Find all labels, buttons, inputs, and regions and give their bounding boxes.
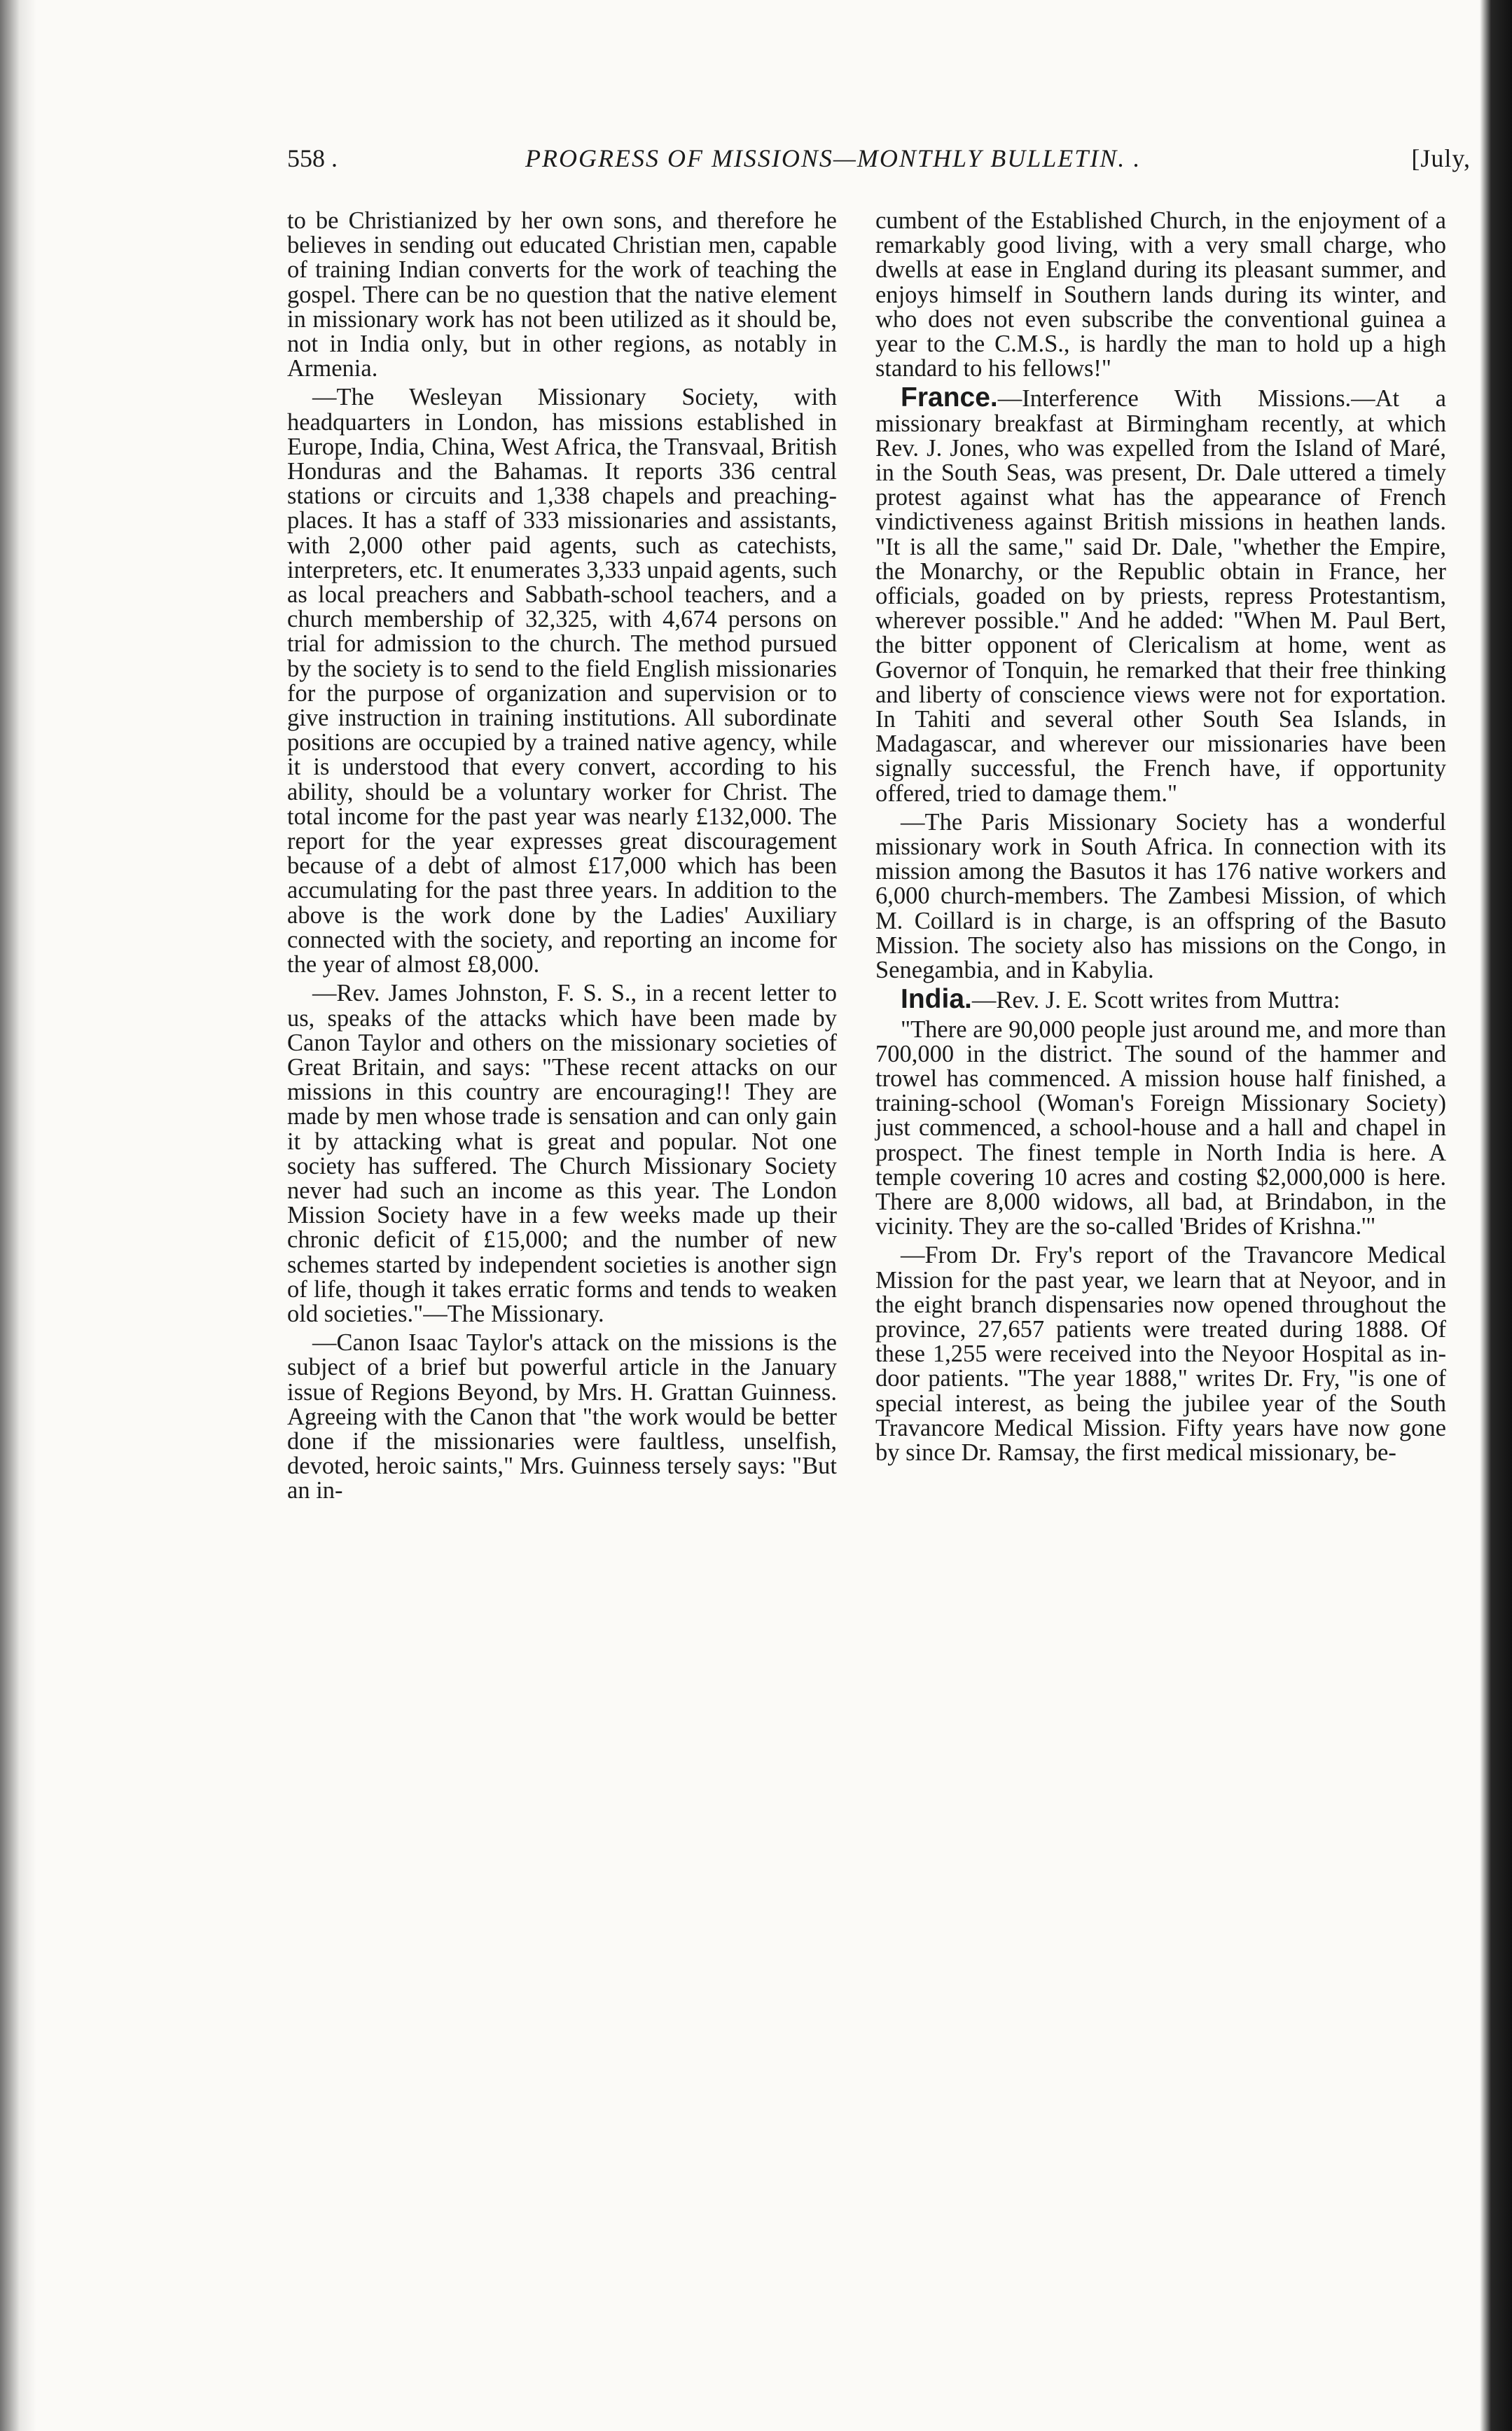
left-column [287,209,837,1508]
scan-binding-shadow [1480,0,1512,2431]
paragraph: —The Paris Missionary Society has a wonderful missionary work in South Africa. In connection with its mission among the Basutos it has 176 native workers and 6,000 church-members. The Zambesi Mission, of which M. Coillard is in charge, is an offspring of the Basuto Mission. The society also has missions on the Congo, in Senegambia, and in Kabylia. [875,808,1446,984]
page-number: 558 . [287,144,338,172]
running-header [287,144,1471,186]
france-section [875,382,1446,807]
paragraph-text: —Interference With Missions.—At a missionary breakfast at Birmingham recently, at which Rev. J. Jones, who was expelled from the Island of Maré, in the South Seas, was present, Dr. Dale uttered a timely protest against what has the appearance of French vindictiveness against British missions in heathen lands. "It is all the same," said Dr. Dale, "whether the Empire, the Monarchy, or the Republic obtain in France, her officials, goaded on by priests, repress Protestantism, wherever possible." And he added: "When M. Paul Bert, the bitter opponent of Clericalism at home, went as Governor of Tonquin, he remarked that their free thinking and liberty of conscience views were not for exportation. In Tahiti and several other South Sea Islands, in Madagascar, and wherever our missionaries have been signally successful, the French have, if opportunity offered, tried to damage them." [875,385,1446,807]
paragraph: to be Christianized by her own sons, and therefore he believes in sending out educated Christian men, capable of training Indian converts for the work of teaching the gospel. There can be no question that the native element in missionary work has not been utilized as it should be, not in India only, but in other regions, as notably in Armenia. [287,207,837,382]
paragraph: "There are 90,000 people just around me, and more than 700,000 in the district. The sound of the hammer and trowel has commenced. A mission house half finished, a training-school (Woman's Foreign Missionary Society) just commenced, a school-house and a hall and chapel in prospect. The finest temple in North India is here. A temple covering 10 acres and costing $2,000,000 is here. There are 8,000 widows, all bad, at Brindabon, in the vicinity. They are the so-called 'Brides of Krishna.'" [875,1016,1446,1240]
header-month: [July, [1411,144,1471,172]
paragraph: —Canon Isaac Taylor's attack on the missions is the subject of a brief but powerful article in the January issue of Regions Beyond, by Mrs. H. Grattan Guinness. Agreeing with the Canon that "the work would be better done if the missionaries were faultless, unselfish, devoted, heroic saints," Mrs. Guinness tersely says: "But an in- [287,1329,837,1504]
section-heading: France. [901,382,998,413]
india-section [875,984,1446,1015]
paragraph: —From Dr. Fry's report of the Travancore Medical Mission for the past year, we learn that at Neyoor, and in the eight branch dispensaries now opened throughout the province, 27,657 patients were treated during 1888. Of these 1,255 were received into the Neyoor Hospital as in-door patients. "The year 1888," writes Dr. Fry, "is one of special interest, as being the jubilee year of the South Travancore Medical Mission. Fifty years have now gone by since Dr. Ramsay, the first medical missionary, be- [875,1242,1446,1466]
right-column [875,209,1446,1469]
paragraph: —Rev. James Johnston, F. S. S., in a recent letter to us, speaks of the attacks which have been made by Canon Taylor and others on the missionary societies of Great Britain, and says: "These recent attacks on our missions in this country are encouraging!! They are made by men whose trade is sensation and can only gain it by attacking what is great and popular. Not one society has suffered. The Church Missionary Society never had such an income as this year. The London Mission Society have in a few weeks made up their chronic deficit of £15,000; and the number of new schemes started by independent societies is another sign of life, though it takes erratic forms and tends to weaken old societies."—The Missionary. [287,980,837,1327]
paragraph: cumbent of the Established Church, in the enjoyment of a remarkably good living, with a very small charge, who dwells at ease in England during its pleasant summer, and enjoys himself in Southern lands during its winter, and who does not even subscribe the conventional guinea a year to the C.M.S., is hardly the man to hold up a high standard to his fellows!" [875,207,1446,382]
paragraph-text: —Rev. J. E. Scott writes from Muttra: [971,987,1340,1014]
scan-left-edge [0,0,36,2431]
section-heading: India. [901,984,972,1015]
running-title: PROGRESS OF MISSIONS—MONTHLY BULLETIN. . [525,144,1142,172]
paragraph: —The Wesleyan Missionary Society, with headquarters in London, has missions established in Europe, India, China, West Africa, the Transvaal, British Honduras and the Bahamas. It reports 336 central stations or circuits and 1,338 chapels and preaching-places. It has a staff of 333 missionaries and assistants, with 2,000 other paid agents, such as catechists, interpreters, etc. It enumerates 3,333 unpaid agents, such as local preachers and Sabbath-school teachers, and a church membership of 32,325, with 4,674 persons on trial for admission to the church. The method pursued by the society is to send to the field English missionaries for the purpose of organization and supervision or to give instruction in training institutions. All subordinate positions are occupied by a trained native agency, while it is understood that every convert, according to his ability, should be a voluntary worker for Christ. The total income for the past year was nearly £132,000. The report for the year expresses great discouragement because of a debt of almost £17,000 which has been accumulating for the past three years. In addition to the above is the work done by the Ladies' Auxiliary connected with the society, and reporting an income for the year of almost £8,000. [287,384,837,978]
